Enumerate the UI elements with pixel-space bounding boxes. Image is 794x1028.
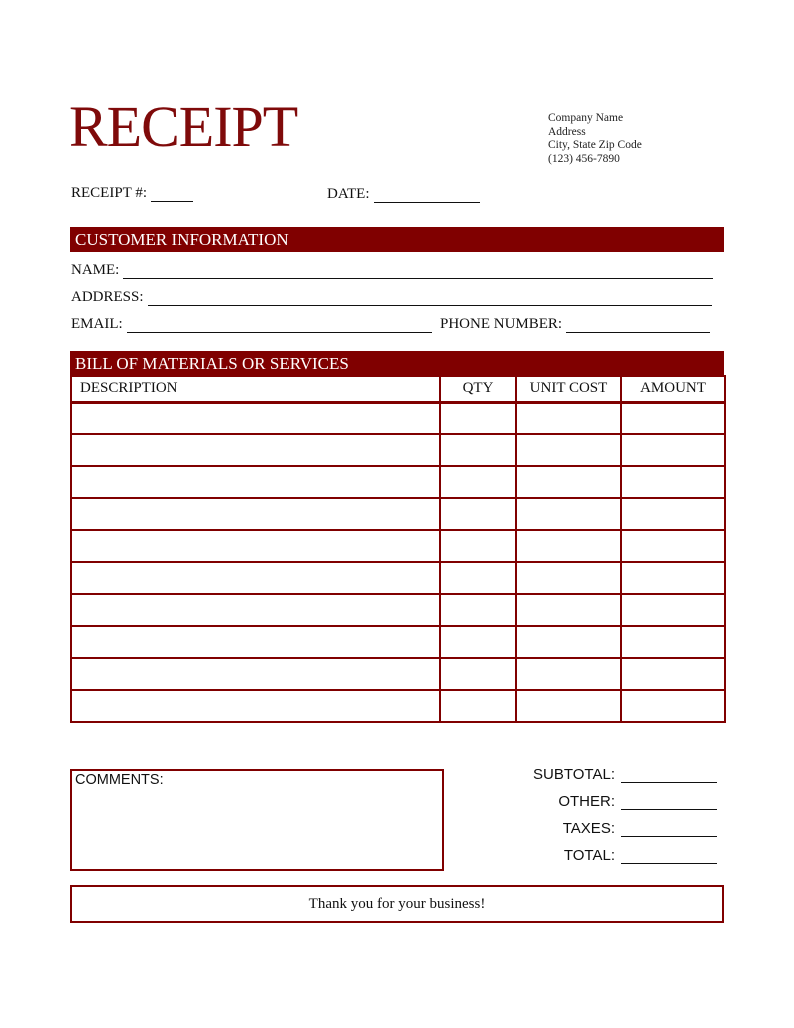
- amount-cell[interactable]: [621, 466, 725, 498]
- email-label: EMAIL:: [71, 316, 123, 332]
- date-line[interactable]: [374, 188, 480, 203]
- phone-number-line[interactable]: [566, 318, 710, 333]
- qty-cell[interactable]: [440, 434, 516, 466]
- other-field[interactable]: [558, 793, 717, 810]
- receipt-number-field[interactable]: [71, 185, 193, 202]
- amount-cell[interactable]: [621, 594, 725, 626]
- company-name: Company Name: [548, 112, 624, 124]
- unit-cost-column-header: UNIT COST: [516, 376, 621, 402]
- receipt-number-label: RECEIPT #:: [71, 185, 147, 201]
- table-row: [71, 530, 725, 562]
- description-cell[interactable]: [71, 594, 440, 626]
- total-label: TOTAL:: [563, 847, 615, 864]
- table-row: [71, 466, 725, 498]
- table-row: [71, 498, 725, 530]
- items-table: [70, 375, 726, 723]
- amount-cell[interactable]: [621, 434, 725, 466]
- phone-number-label: PHONE NUMBER:: [440, 316, 563, 332]
- qty-cell[interactable]: [440, 530, 516, 562]
- taxes-field[interactable]: [563, 820, 717, 837]
- qty-cell[interactable]: [440, 498, 516, 530]
- date-field[interactable]: [327, 186, 480, 203]
- description-cell[interactable]: [71, 434, 440, 466]
- amount-cell[interactable]: [621, 498, 725, 530]
- table-row: [71, 434, 725, 466]
- unit-cost-cell[interactable]: [516, 402, 621, 434]
- amount-column-header: AMOUNT: [621, 376, 725, 402]
- receipt-title: RECEIPT: [69, 94, 298, 159]
- description-cell[interactable]: [71, 658, 440, 690]
- qty-column-header: QTY: [440, 376, 516, 402]
- name-field[interactable]: [71, 262, 713, 279]
- amount-cell[interactable]: [621, 562, 725, 594]
- other-label: OTHER:: [558, 793, 615, 810]
- unit-cost-cell[interactable]: [516, 498, 621, 530]
- company-address: Address: [548, 125, 586, 138]
- table-row: [71, 658, 725, 690]
- total-field[interactable]: [564, 847, 717, 864]
- bill-of-materials-header: BILL OF MATERIALS OR SERVICES: [70, 351, 724, 376]
- unit-cost-cell[interactable]: [516, 594, 621, 626]
- amount-cell[interactable]: [621, 658, 725, 690]
- qty-cell[interactable]: [440, 562, 516, 594]
- table-row: [71, 402, 725, 434]
- qty-cell[interactable]: [440, 658, 516, 690]
- qty-cell[interactable]: [440, 626, 516, 658]
- company-city-state-zip: City, State Zip Code: [548, 139, 642, 151]
- other-line[interactable]: [621, 795, 717, 810]
- taxes-line[interactable]: [621, 822, 717, 837]
- address-line[interactable]: [148, 291, 712, 306]
- amount-cell[interactable]: [621, 530, 725, 562]
- unit-cost-cell[interactable]: [516, 626, 621, 658]
- table-row: [71, 626, 725, 658]
- date-label: DATE:: [327, 186, 370, 202]
- qty-cell[interactable]: [440, 402, 516, 434]
- unit-cost-cell[interactable]: [516, 530, 621, 562]
- table-row: [71, 562, 725, 594]
- table-row: [71, 690, 725, 722]
- description-cell[interactable]: [71, 498, 440, 530]
- receipt-number-line[interactable]: [151, 187, 193, 202]
- customer-information-header: CUSTOMER INFORMATION: [70, 227, 724, 252]
- unit-cost-cell[interactable]: [516, 658, 621, 690]
- taxes-label: TAXES:: [562, 820, 615, 837]
- company-info: [548, 112, 642, 166]
- comments-box[interactable]: [70, 769, 444, 871]
- description-cell[interactable]: [71, 562, 440, 594]
- email-line[interactable]: [127, 318, 432, 333]
- thank-you-footer: Thank you for your business!: [70, 885, 724, 923]
- description-cell[interactable]: [71, 530, 440, 562]
- total-line[interactable]: [621, 849, 717, 864]
- comments-label: COMMENTS:: [75, 772, 164, 788]
- phone-number-field[interactable]: [440, 316, 710, 333]
- email-field[interactable]: [71, 316, 432, 333]
- unit-cost-cell[interactable]: [516, 434, 621, 466]
- address-field[interactable]: [71, 289, 712, 306]
- description-cell[interactable]: [71, 626, 440, 658]
- description-column-header: DESCRIPTION: [71, 376, 440, 402]
- table-row: [71, 594, 725, 626]
- qty-cell[interactable]: [440, 690, 516, 722]
- name-label: NAME:: [71, 262, 120, 278]
- description-cell[interactable]: [71, 402, 440, 434]
- description-cell[interactable]: [71, 466, 440, 498]
- unit-cost-cell[interactable]: [516, 562, 621, 594]
- amount-cell[interactable]: [621, 402, 725, 434]
- subtotal-field[interactable]: [533, 766, 717, 783]
- description-cell[interactable]: [71, 690, 440, 722]
- company-phone: (123) 456-7890: [548, 152, 620, 165]
- amount-cell[interactable]: [621, 690, 725, 722]
- unit-cost-cell[interactable]: [516, 466, 621, 498]
- items-header-row: [71, 376, 725, 402]
- address-label: ADDRESS:: [71, 289, 144, 305]
- qty-cell[interactable]: [440, 466, 516, 498]
- items-table-body: [71, 402, 725, 722]
- subtotal-label: SUBTOTAL:: [533, 766, 615, 783]
- unit-cost-cell[interactable]: [516, 690, 621, 722]
- name-line[interactable]: [123, 264, 713, 279]
- amount-cell[interactable]: [621, 626, 725, 658]
- subtotal-line[interactable]: [621, 768, 717, 783]
- qty-cell[interactable]: [440, 594, 516, 626]
